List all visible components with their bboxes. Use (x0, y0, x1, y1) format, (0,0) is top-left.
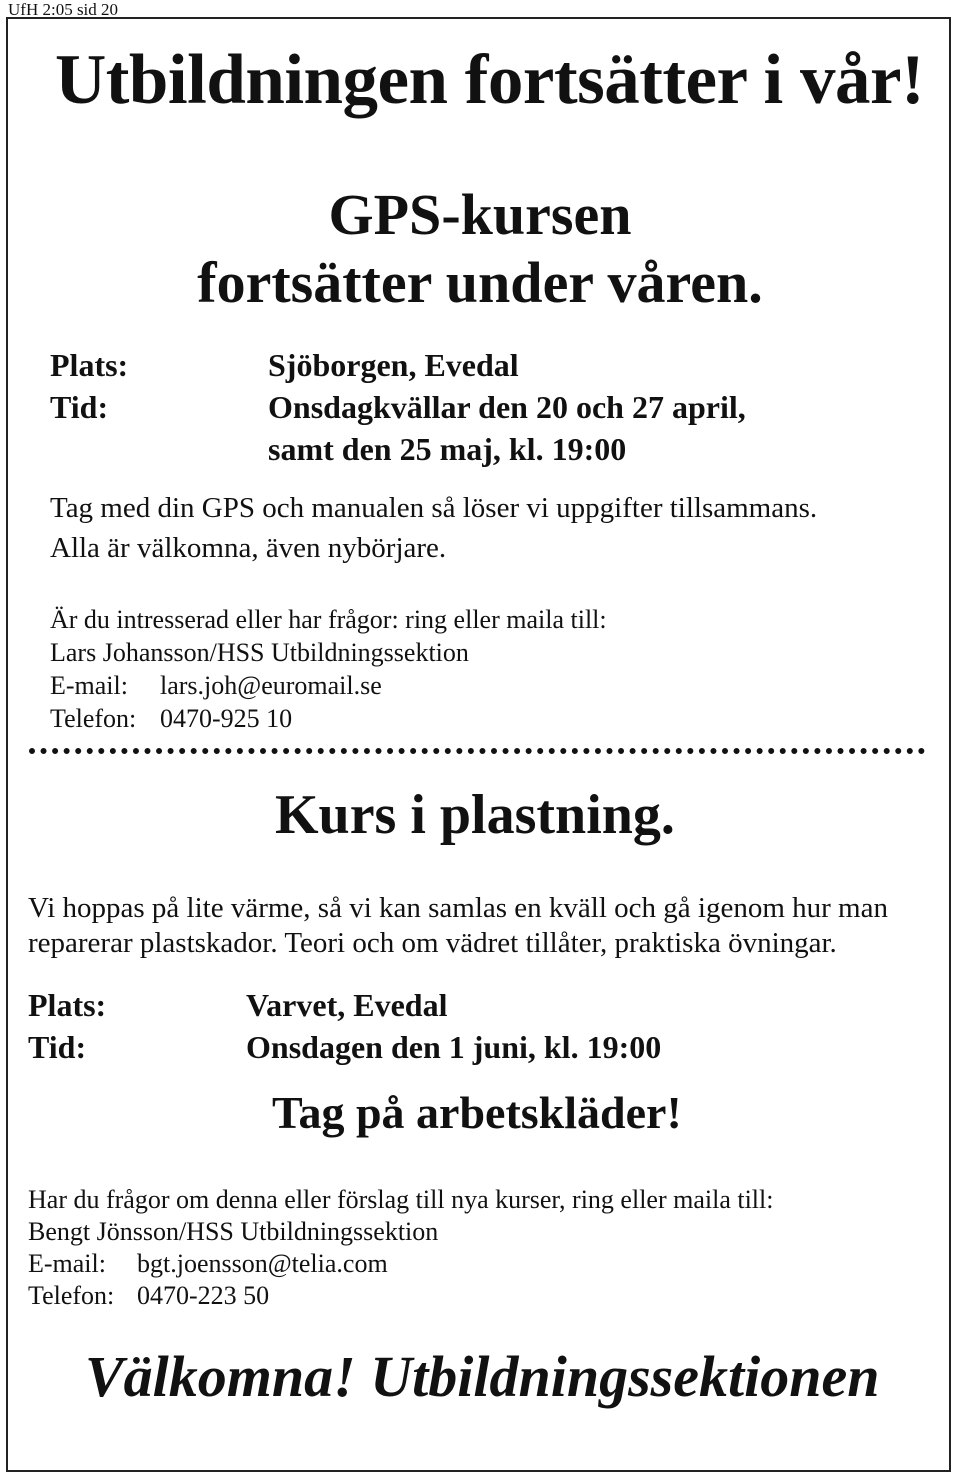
plast-tid-value: Onsdagen den 1 juni, kl. 19:00 (246, 1029, 662, 1065)
plast-desc-line2: reparerar plastskador. Teori och om vädret tillåter, praktiska övningar. (28, 927, 837, 959)
plast-plats-label: Plats: (28, 987, 107, 1023)
closing-signature: Välkomna! Utbildningssektionen (85, 1344, 880, 1409)
page-header-label: UfH 2:05 sid 20 (8, 0, 119, 19)
plast-desc-line1: Vi hoppas på lite värme, så vi kan samlas en kväll och gå igenom hur man (28, 892, 888, 924)
gps-intro-line2: Alla är välkomna, även nybörjare. (50, 532, 447, 564)
plast-contact-name: Bengt Jönsson/HSS Utbildningssektion (28, 1217, 439, 1246)
plast-plats-value: Varvet, Evedal (246, 987, 448, 1023)
gps-title-line2: fortsätter under våren. (197, 250, 763, 315)
plast-email-value[interactable]: bgt.joensson@telia.com (137, 1249, 388, 1278)
dotted-separator (28, 743, 933, 759)
gps-phone-value: 0470-925 10 (160, 704, 293, 733)
main-title: Utbildningen fortsätter i vår! (55, 41, 925, 119)
gps-title-line1: GPS-kursen (328, 182, 632, 247)
gps-contact-question: Är du intresserad eller har frågor: ring eller maila till: (50, 605, 607, 634)
plast-title: Kurs i plastning. (275, 784, 675, 846)
gps-plats-label: Plats: (50, 347, 129, 383)
plast-phone-value: 0470-223 50 (137, 1281, 270, 1310)
gps-contact-name: Lars Johansson/HSS Utbildningssektion (50, 638, 469, 667)
gps-tid-line2: samt den 25 maj, kl. 19:00 (268, 431, 627, 467)
gps-plats-value: Sjöborgen, Evedal (268, 347, 519, 383)
gps-email-label: E-mail: (50, 671, 128, 700)
gps-phone-label: Telefon: (50, 704, 137, 733)
gps-tid-line1: Onsdagkvällar den 20 och 27 april, (268, 389, 746, 425)
gps-intro-line1: Tag med din GPS och manualen så löser vi uppgifter tillsammans. (50, 492, 818, 524)
gps-tid-label: Tid: (50, 389, 109, 425)
plast-email-label: E-mail: (28, 1249, 106, 1278)
plast-tid-label: Tid: (28, 1029, 87, 1065)
gps-email-value[interactable]: lars.joh@euromail.se (160, 671, 382, 700)
plast-phone-label: Telefon: (28, 1281, 115, 1310)
plast-contact-question: Har du frågor om denna eller förslag till nya kurser, ring eller maila till: (28, 1185, 774, 1214)
plast-callout: Tag på arbetskläder! (272, 1087, 682, 1138)
